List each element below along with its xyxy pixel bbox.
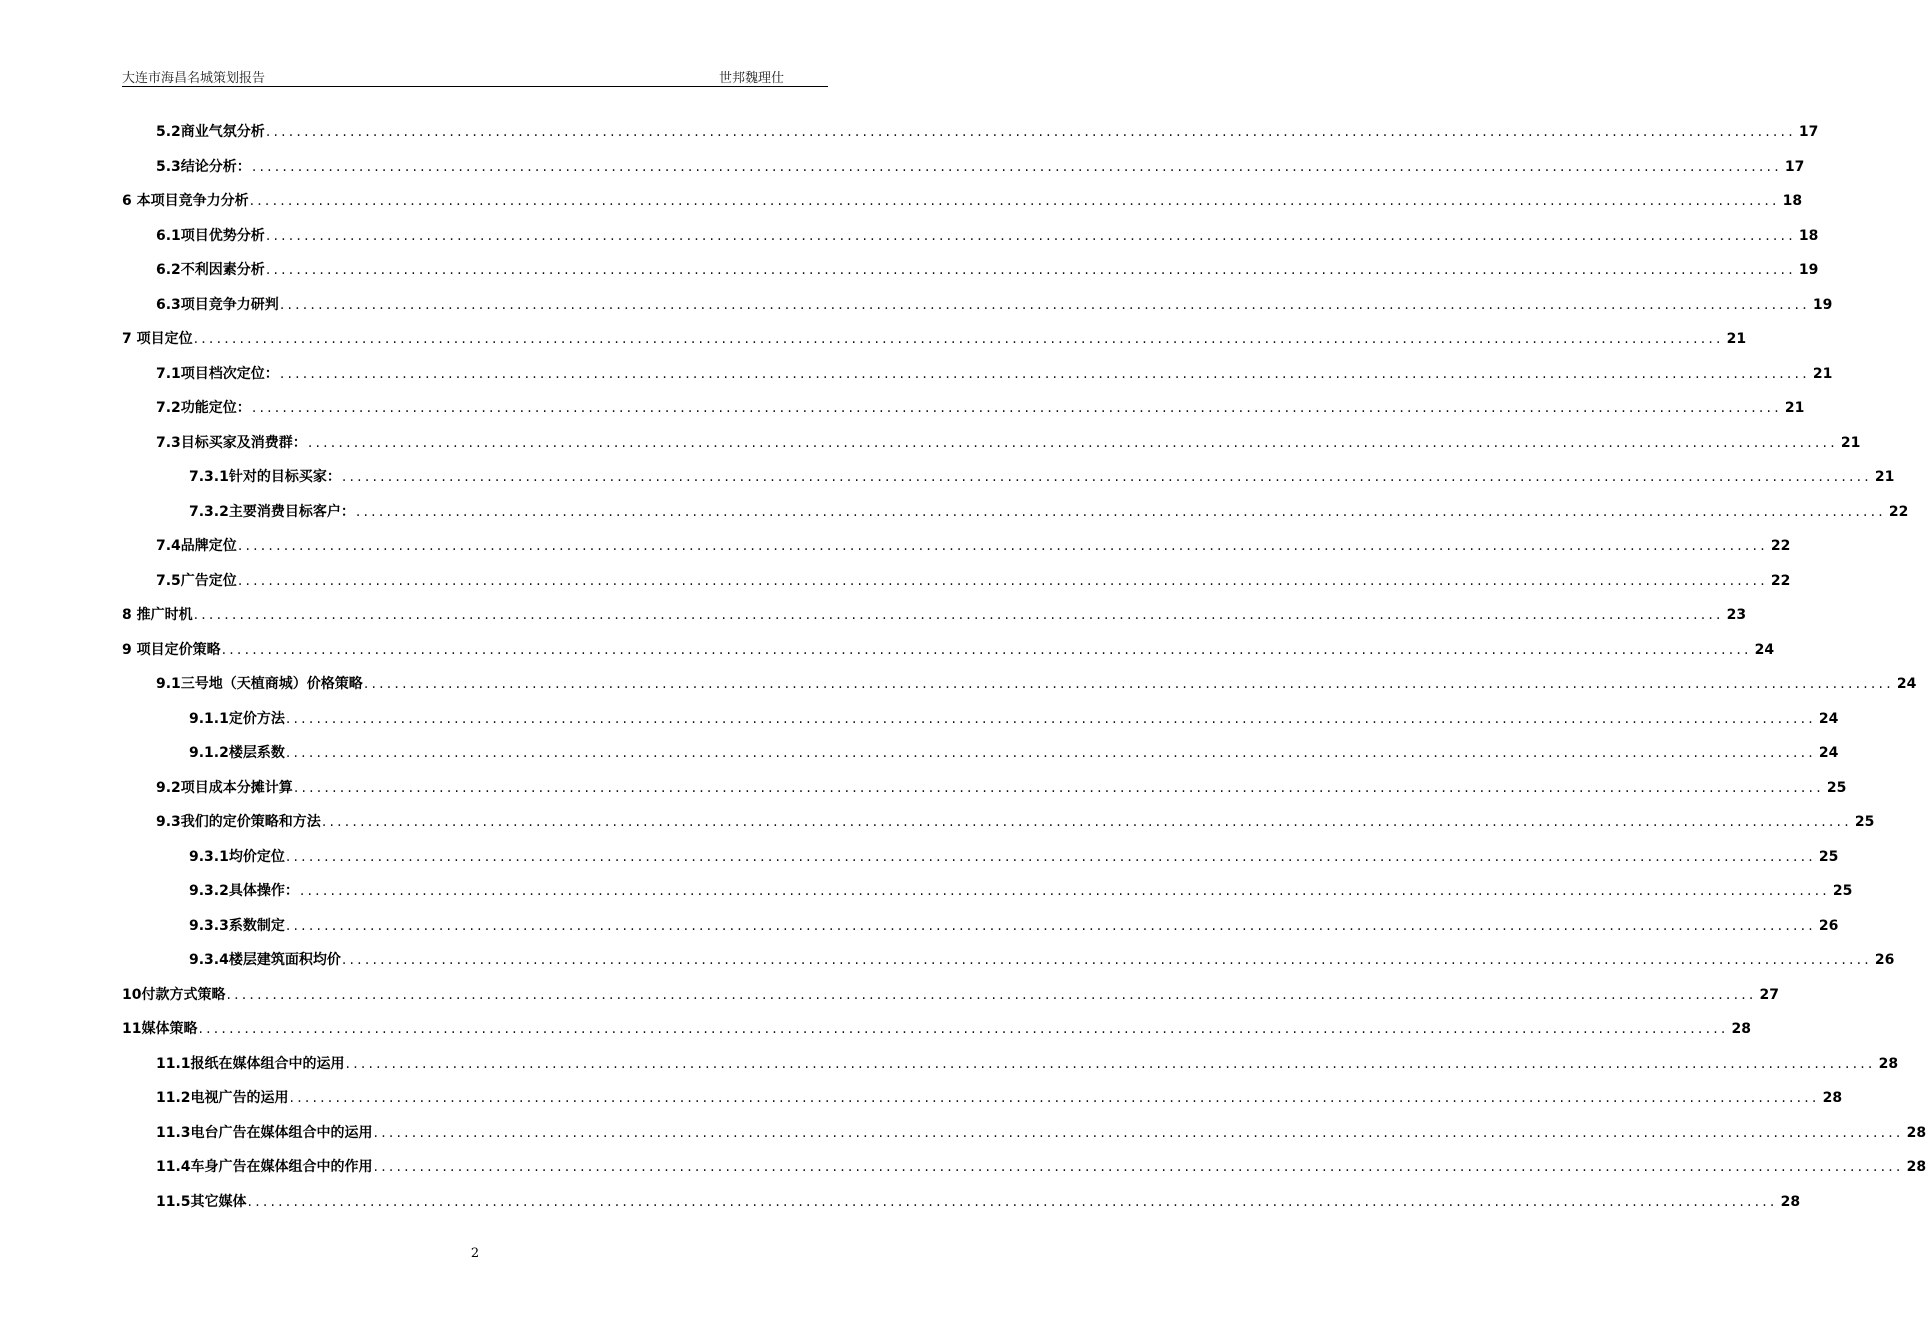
toc-entry[interactable]	[122, 984, 1780, 1006]
toc-entry-label: 7 项目定位	[122, 331, 193, 347]
toc-entry-label: 11.1报纸在媒体组合中的运用	[156, 1055, 345, 1072]
toc-entry-page-number: 28	[1906, 1159, 1926, 1175]
toc-entry-page-number: 28	[1731, 1021, 1752, 1037]
toc-entry[interactable]	[189, 949, 1895, 971]
toc-entry-label: 7.4品牌定位	[156, 538, 237, 554]
toc-entry-page-number: 21	[1840, 434, 1861, 451]
toc-dot-leader: ........................................................................................................................................................................................................	[265, 262, 1796, 278]
toc-dot-leader: ........................................................................................................................................................................................................	[279, 296, 1810, 313]
toc-dot-leader: ........................................................................................................................................................................................................	[226, 986, 1757, 1003]
toc-entry-page-number: 28	[1878, 1055, 1899, 1072]
toc-dot-leader: ........................................................................................................................................................................................................	[321, 814, 1852, 830]
toc-dot-leader: ........................................................................................................................................................................................................	[363, 676, 1894, 692]
toc-dot-leader: ........................................................................................................................................................................................................	[373, 1124, 1904, 1141]
toc-entry[interactable]	[156, 259, 1819, 281]
toc-entry-page-number: 22	[1770, 572, 1791, 589]
toc-entry-page-number: 21	[1784, 400, 1805, 416]
toc-dot-leader: ........................................................................................................................................................................................................	[285, 745, 1816, 761]
toc-entry-label: 6.1项目优势分析	[156, 227, 265, 244]
header-company-name: 世邦魏理仕	[718, 71, 784, 86]
toc-entry[interactable]	[156, 225, 1819, 247]
toc-entry[interactable]	[156, 121, 1819, 143]
toc-entry-page-number: 21	[1812, 365, 1833, 382]
toc-entry[interactable]	[122, 639, 1775, 661]
toc-entry[interactable]	[122, 328, 1747, 350]
toc-entry[interactable]	[156, 811, 1875, 833]
toc-entry[interactable]	[189, 501, 1909, 523]
toc-entry-page-number: 24	[1818, 710, 1839, 727]
toc-entry[interactable]	[122, 604, 1747, 626]
toc-entry-label: 11.2电视广告的运用	[156, 1090, 289, 1106]
toc-entry-page-number: 27	[1759, 986, 1780, 1003]
toc-entry-page-number: 21	[1874, 469, 1895, 485]
toc-dot-leader: ........................................................................................................................................................................................................	[198, 1021, 1729, 1037]
toc-entry-page-number: 21	[1726, 331, 1747, 347]
toc-entry-page-number: 25	[1832, 883, 1853, 899]
toc-entry[interactable]	[189, 708, 1839, 730]
toc-entry-label: 9.1.2楼层系数	[189, 745, 285, 761]
toc-dot-leader: ........................................................................................................................................................................................................	[279, 365, 1810, 382]
toc-entry-page-number: 19	[1812, 296, 1833, 313]
toc-dot-leader: ........................................................................................................................................................................................................	[341, 469, 1872, 485]
toc-entry[interactable]	[156, 1053, 1899, 1075]
toc-entry-page-number: 24	[1818, 745, 1839, 761]
toc-entry-page-number: 25	[1826, 779, 1847, 796]
toc-entry[interactable]	[156, 397, 1805, 419]
toc-entry[interactable]	[189, 466, 1895, 488]
toc-dot-leader: ........................................................................................................................................................................................................	[299, 883, 1830, 899]
header-document-title: 大连市海昌名城策划报告	[122, 71, 266, 86]
toc-entry[interactable]	[156, 673, 1917, 695]
toc-entry[interactable]	[156, 777, 1847, 799]
toc-entry-label: 11媒体策略	[122, 1021, 198, 1037]
toc-entry-label: 7.1项目档次定位：	[156, 365, 279, 382]
toc-entry-page-number: 24	[1896, 676, 1917, 692]
toc-dot-leader: ........................................................................................................................................................................................................	[345, 1055, 1876, 1072]
toc-dot-leader: ........................................................................................................................................................................................................	[355, 503, 1886, 520]
toc-dot-leader: ........................................................................................................................................................................................................	[265, 124, 1796, 140]
toc-entry-label: 9.2项目成本分摊计算	[156, 779, 293, 796]
toc-entry[interactable]	[189, 846, 1839, 868]
toc-entry-page-number: 17	[1798, 124, 1819, 140]
toc-entry[interactable]	[189, 742, 1839, 764]
toc-entry[interactable]	[122, 190, 1803, 212]
toc-entry-label: 7.5广告定位	[156, 572, 237, 589]
toc-dot-leader: ........................................................................................................................................................................................................	[307, 434, 1838, 451]
toc-entry-label: 9.3.2具体操作：	[189, 883, 299, 899]
toc-dot-leader: ........................................................................................................................................................................................................	[285, 848, 1816, 865]
toc-dot-leader: ........................................................................................................................................................................................................	[237, 572, 1768, 589]
toc-entry-label: 5.2商业气氛分析	[156, 124, 265, 140]
toc-entry-label: 7.3.2主要消费目标客户：	[189, 503, 355, 520]
toc-dot-leader: ........................................................................................................................................................................................................	[237, 538, 1768, 554]
toc-entry-page-number: 22	[1888, 503, 1909, 520]
toc-entry-page-number: 28	[1906, 1124, 1926, 1141]
toc-entry-label: 9.3.3系数制定	[189, 917, 285, 934]
toc-dot-leader: ........................................................................................................................................................................................................	[193, 607, 1724, 623]
toc-entry-label: 9.1.1定价方法	[189, 710, 285, 727]
toc-entry[interactable]	[156, 1191, 1801, 1213]
toc-entry-page-number: 24	[1754, 641, 1775, 658]
toc-entry-label: 9.3我们的定价策略和方法	[156, 814, 321, 830]
toc-dot-leader: ........................................................................................................................................................................................................	[251, 158, 1782, 175]
toc-dot-leader: ........................................................................................................................................................................................................	[285, 710, 1816, 727]
toc-entry[interactable]	[156, 156, 1805, 178]
toc-entry-label: 8 推广时机	[122, 607, 193, 623]
toc-entry-label: 10付款方式策略	[122, 986, 226, 1003]
toc-entry-page-number: 18	[1798, 227, 1819, 244]
toc-entry-label: 7.3.1针对的目标买家：	[189, 469, 341, 485]
toc-entry[interactable]	[156, 570, 1791, 592]
toc-dot-leader: ........................................................................................................................................................................................................	[251, 400, 1782, 416]
toc-entry-page-number: 23	[1726, 607, 1747, 623]
toc-entry-page-number: 22	[1770, 538, 1791, 554]
toc-entry-label: 9.1三号地（天植商城）价格策略	[156, 676, 363, 692]
toc-entry[interactable]	[156, 1122, 1926, 1144]
toc-entry-page-number: 18	[1782, 193, 1803, 209]
toc-entry-label: 11.4车身广告在媒体组合中的作用	[156, 1159, 373, 1175]
toc-entry-label: 9 项目定价策略	[122, 641, 221, 658]
toc-entry[interactable]	[156, 294, 1833, 316]
toc-dot-leader: ........................................................................................................................................................................................................	[293, 779, 1824, 796]
toc-entry-label: 6.3项目竞争力研判	[156, 296, 279, 313]
toc-entry-page-number: 17	[1784, 158, 1805, 175]
toc-dot-leader: ........................................................................................................................................................................................................	[221, 641, 1752, 658]
toc-entry-page-number: 28	[1822, 1090, 1843, 1106]
toc-entry[interactable]	[122, 1018, 1752, 1040]
toc-entry[interactable]	[156, 1156, 1926, 1178]
toc-entry[interactable]	[156, 363, 1833, 385]
toc-entry[interactable]	[189, 915, 1839, 937]
toc-entry-label: 11.3电台广告在媒体组合中的运用	[156, 1124, 373, 1141]
toc-entry-page-number: 25	[1818, 848, 1839, 865]
toc-entry-label: 6.2不利因素分析	[156, 262, 265, 278]
toc-entry[interactable]	[189, 880, 1853, 902]
toc-entry-page-number: 26	[1818, 917, 1839, 934]
toc-entry[interactable]	[156, 432, 1861, 454]
toc-dot-leader: ........................................................................................................................................................................................................	[285, 917, 1816, 934]
toc-entry[interactable]	[156, 535, 1791, 557]
page-number: 2	[470, 1246, 480, 1261]
toc-entry-page-number: 28	[1780, 1193, 1801, 1210]
toc-entry-label: 9.3.1均价定位	[189, 848, 285, 865]
toc-dot-leader: ........................................................................................................................................................................................................	[289, 1090, 1820, 1106]
toc-dot-leader: ........................................................................................................................................................................................................	[341, 952, 1872, 968]
toc-entry-page-number: 26	[1874, 952, 1895, 968]
toc-entry-label: 9.3.4楼层建筑面积均价	[189, 952, 341, 968]
toc-dot-leader: ........................................................................................................................................................................................................	[193, 331, 1724, 347]
toc-dot-leader: ........................................................................................................................................................................................................	[373, 1159, 1904, 1175]
toc-entry-label: 7.3目标买家及消费群：	[156, 434, 307, 451]
toc-dot-leader: ........................................................................................................................................................................................................	[247, 1193, 1778, 1210]
toc-dot-leader: ........................................................................................................................................................................................................	[249, 193, 1780, 209]
toc-entry-label: 6 本项目竞争力分析	[122, 193, 249, 209]
toc-entry-label: 5.3结论分析：	[156, 158, 251, 175]
toc-entry-label: 7.2功能定位：	[156, 400, 251, 416]
toc-entry-page-number: 19	[1798, 262, 1819, 278]
toc-entry[interactable]	[156, 1087, 1843, 1109]
toc-entry-label: 11.5其它媒体	[156, 1193, 247, 1210]
toc-entry-page-number: 25	[1854, 814, 1875, 830]
toc-dot-leader: ........................................................................................................................................................................................................	[265, 227, 1796, 244]
